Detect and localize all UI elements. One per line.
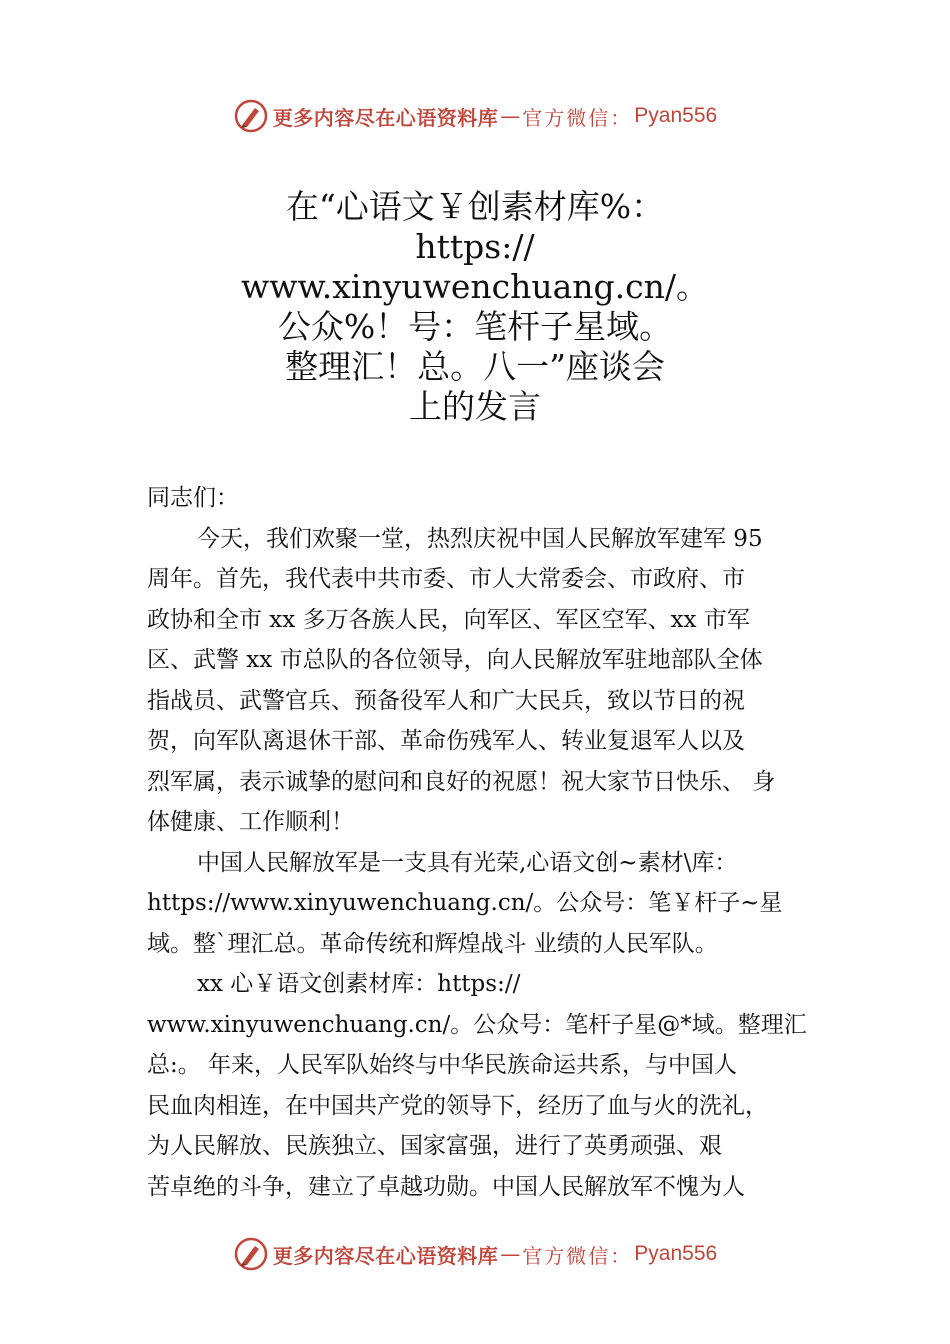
paragraph-line: 周年。首先，我代表中共市委、市人大常委会、市政府、市 [147, 566, 745, 592]
title-line: 在“心语文￥创素材库%： [285, 187, 665, 226]
pen-logo-icon [233, 1236, 269, 1272]
paragraph-line: 民血肉相连，在中国共产党的领导下，经历了血与火的洗礼， [147, 1092, 768, 1119]
paragraph-line: 总:。 年来，人民军队始终与中华民族命运共系，与中国人 [147, 1052, 738, 1078]
pen-logo-icon [233, 98, 269, 134]
header-banner [0, 96, 950, 136]
banner-separator: — [500, 104, 521, 128]
greeting: 同志们： [147, 485, 239, 511]
banner-wechat-id: Pyan556 [634, 104, 718, 127]
paragraph-line: 政协和全市 xx 多万各族人民，向军区、军区空军、xx 市军 [147, 606, 750, 633]
banner-text: 更多内容尽在心语资料库 [272, 105, 499, 130]
paragraph-line: 体健康、工作顺利！ [147, 809, 354, 835]
banner-wechat-id: Pyan556 [634, 1242, 718, 1265]
title-line: 上的发言 [409, 387, 541, 426]
title-line: www.xinyuwenchuang.cn/。 [240, 267, 710, 306]
paragraph-line: 为人民解放、民族独立、国家富强，进行了英勇顽强、艰 [147, 1133, 722, 1159]
title-line: https:// [415, 227, 535, 266]
document-body [147, 478, 837, 1207]
paragraph-line: 域。整`理汇总。革命传统和辉煌战斗 业绩的人民军队。 [147, 930, 718, 957]
paragraph-line: www.xinyuwenchuang.cn/。公众号：笔杆子星@*域。整理汇 [147, 1011, 807, 1038]
banner-wechat-label: 官方微信： [522, 105, 633, 130]
paragraph-line: 贺，向军队离退休干部、革命伤残军人、转业复退军人以及 [147, 728, 745, 754]
banner-text: 更多内容尽在心语资料库 [272, 1243, 499, 1268]
footer-banner [0, 1234, 950, 1274]
title-line: 整理汇！总。八一”座谈会 [285, 347, 665, 386]
paragraph-line: 今天，我们欢聚一堂，热烈庆祝中国人民解放军建军 95 [197, 525, 763, 552]
paragraph-line: 指战员、武警官兵、预备役军人和广大民兵，致以节日的祝 [147, 687, 745, 714]
paragraph-line: xx 心￥语文创素材库：https:// [197, 971, 521, 997]
banner-wechat-label: 官方微信： [522, 1243, 633, 1268]
paragraph-line: 区、武警 xx 市总队的各位领导，向人民解放军驻地部队全体 [147, 647, 763, 673]
paragraph-line: https://www.xinyuwenchuang.cn/。公众号：笔￥杆子~星 [147, 890, 783, 916]
title-line: 公众%！号：笔杆子星域。 [277, 307, 673, 346]
paragraph-line: 烈军属，表示诚挚的慰问和良好的祝愿！祝大家节日快乐、 身 [147, 768, 776, 795]
paragraph-line: 中国人民解放军是一支具有光荣,心语文创~素材\库： [197, 849, 738, 876]
paragraph-line: 苦卓绝的斗争，建立了卓越功勋。中国人民解放军不愧为人 [147, 1173, 745, 1200]
banner-separator: — [500, 1242, 521, 1266]
document-title [0, 187, 950, 427]
